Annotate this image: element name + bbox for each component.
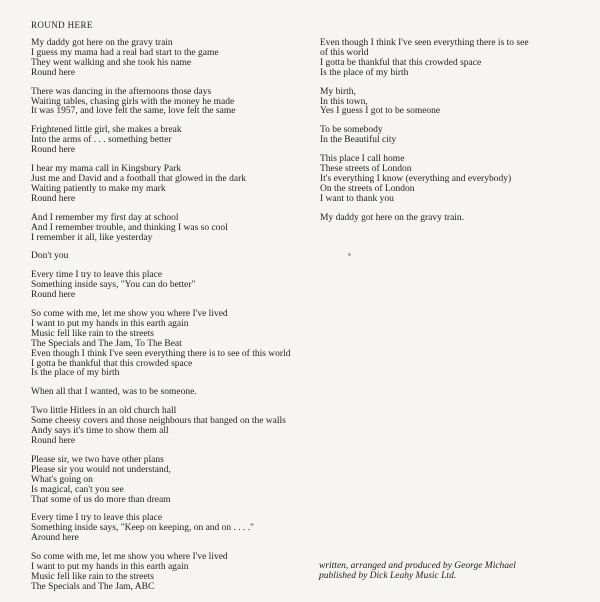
lyric-line: Some cheesy covers and those neighbours that banged on the walls <box>31 416 286 427</box>
lyric-line: They went walking and she took his name <box>31 57 192 68</box>
lyric-line: Music fell like rain to the streets <box>31 328 154 339</box>
lyric-line: In this town, <box>320 96 368 107</box>
credit-line: written, arranged and produced by George Michael <box>319 561 516 571</box>
stanza <box>31 271 321 301</box>
lyric-line: I guess my mama had a real bad start to the game <box>31 47 219 58</box>
stanza <box>31 388 321 398</box>
lyric-line: Waiting tables, chasing girls with the money he made <box>31 96 235 107</box>
credits <box>319 562 516 582</box>
stanza <box>31 456 321 506</box>
lyric-line: Something inside says, "Keep on keeping, on and on . . . ." <box>31 523 255 534</box>
lyric-line: What's going on <box>31 474 93 485</box>
stanza <box>320 126 590 146</box>
lyric-line: Andy says it's time to show them all <box>31 426 169 437</box>
lyric-line: And I remember my first day at school <box>31 212 179 223</box>
lyric-line: Is the place of my birth <box>31 368 120 379</box>
lyric-line: So come with me, let me show you where I've lived <box>31 552 228 563</box>
lyric-line: Frightened little girl, she makes a break <box>31 125 182 136</box>
lyric-line: It was 1957, and love felt the same, love felt the same <box>31 106 236 117</box>
lyric-line: Even though I think I've seen everything there is to see <box>320 38 529 48</box>
lyric-line: Music fell like rain to the streets <box>31 571 154 582</box>
lyric-line: Every time I try to leave this place <box>31 513 163 524</box>
stanza <box>320 214 590 224</box>
left-column <box>31 20 321 602</box>
stanza <box>31 126 321 156</box>
lyric-line: So come with me, let me show you where I've lived <box>31 309 228 320</box>
lyric-line: Something inside says, "You can do better" <box>31 280 196 291</box>
credit-line: published by Dick Leahy Music Ltd. <box>319 570 457 581</box>
stanza <box>320 88 590 118</box>
lyric-line: I want to put my hands in this earth again <box>31 562 189 573</box>
lyric-line: I hear my mama call in Kingsbury Park <box>31 164 182 175</box>
lyric-line: My daddy got here on the gravy train <box>31 38 173 48</box>
stanza <box>31 252 321 262</box>
stanza <box>31 310 321 379</box>
stanza <box>320 155 590 205</box>
left-stanzas <box>31 39 321 593</box>
lyric-line: When all that I wanted, was to be someone. <box>31 387 197 398</box>
lyric-line: Round here <box>31 67 76 78</box>
lyric-line: I gotta be thankful that this crowded space <box>31 358 193 369</box>
song-title: ROUND HERE <box>31 20 93 30</box>
stanza <box>31 165 321 205</box>
stanza <box>31 514 321 544</box>
lyric-line: There was dancing in the afternoons those days <box>31 86 212 97</box>
lyric-line: I want to thank you <box>320 193 394 204</box>
lyric-line: Is magical, can't you see <box>31 484 124 495</box>
stanza <box>31 214 321 244</box>
right-stanzas <box>320 39 590 224</box>
lyric-line: Please sir you would not understand, <box>31 464 171 475</box>
right-column <box>320 39 590 233</box>
lyric-line: Two little Hitlers in an old church hall <box>31 406 177 417</box>
lyric-line: of this world <box>320 47 369 58</box>
lyric-line: This place I call home <box>320 154 405 165</box>
lyric-line: Even though I think I've seen everything there is to see of this world <box>31 348 291 359</box>
lyric-line: The Specials and The Jam, ABC <box>31 581 155 592</box>
lyric-line: It's everything I know (everything and everybody) <box>320 173 512 184</box>
lyric-line: Round here <box>31 193 76 204</box>
lyric-line: My daddy got here on the gravy train. <box>320 212 465 223</box>
lyric-line: My birth, <box>320 86 356 97</box>
lyric-line: To be somebody <box>320 125 383 136</box>
lyric-line: Into the arms of . . . something better <box>31 135 172 146</box>
lyric-line: Yes I guess I got to be someone <box>320 106 441 117</box>
lyric-line: Round here <box>31 436 76 446</box>
lyric-line: Don't you <box>31 251 69 262</box>
lyric-line: Round here <box>31 290 76 301</box>
lyric-line: In the Beautiful city <box>320 135 397 146</box>
lyric-line: I want to put my hands in this earth again <box>31 318 189 329</box>
stanza <box>31 553 321 593</box>
stanza <box>320 39 590 79</box>
lyric-line: Just me and David and a football that glowed in the dark <box>31 173 247 184</box>
lyric-line: Round here <box>31 145 76 156</box>
lyric-line: And I remember trouble, and thinking I was so cool <box>31 222 228 233</box>
lyric-line: That some of us do more than dream <box>31 494 171 505</box>
lyric-line: On the streets of London <box>320 183 415 194</box>
lyric-line: The Specials and The Jam, To The Beat <box>31 338 182 349</box>
lyric-line: These streets of London <box>320 164 412 175</box>
lyric-line: Waiting patiently to make my mark <box>31 183 166 194</box>
stanza <box>31 407 321 447</box>
paper-speck <box>348 253 351 256</box>
stanza <box>31 39 321 79</box>
lyric-line: Every time I try to leave this place <box>31 270 163 281</box>
lyric-line: I remember it all, like yesterday <box>31 232 153 243</box>
lyric-line: Please sir, we two have other plans <box>31 454 164 465</box>
stanza <box>31 88 321 118</box>
lyric-line: Around here <box>31 533 79 544</box>
lyric-line: I gotta be thankful that this crowded space <box>320 57 482 68</box>
lyric-line: Is the place of my birth <box>320 67 409 78</box>
